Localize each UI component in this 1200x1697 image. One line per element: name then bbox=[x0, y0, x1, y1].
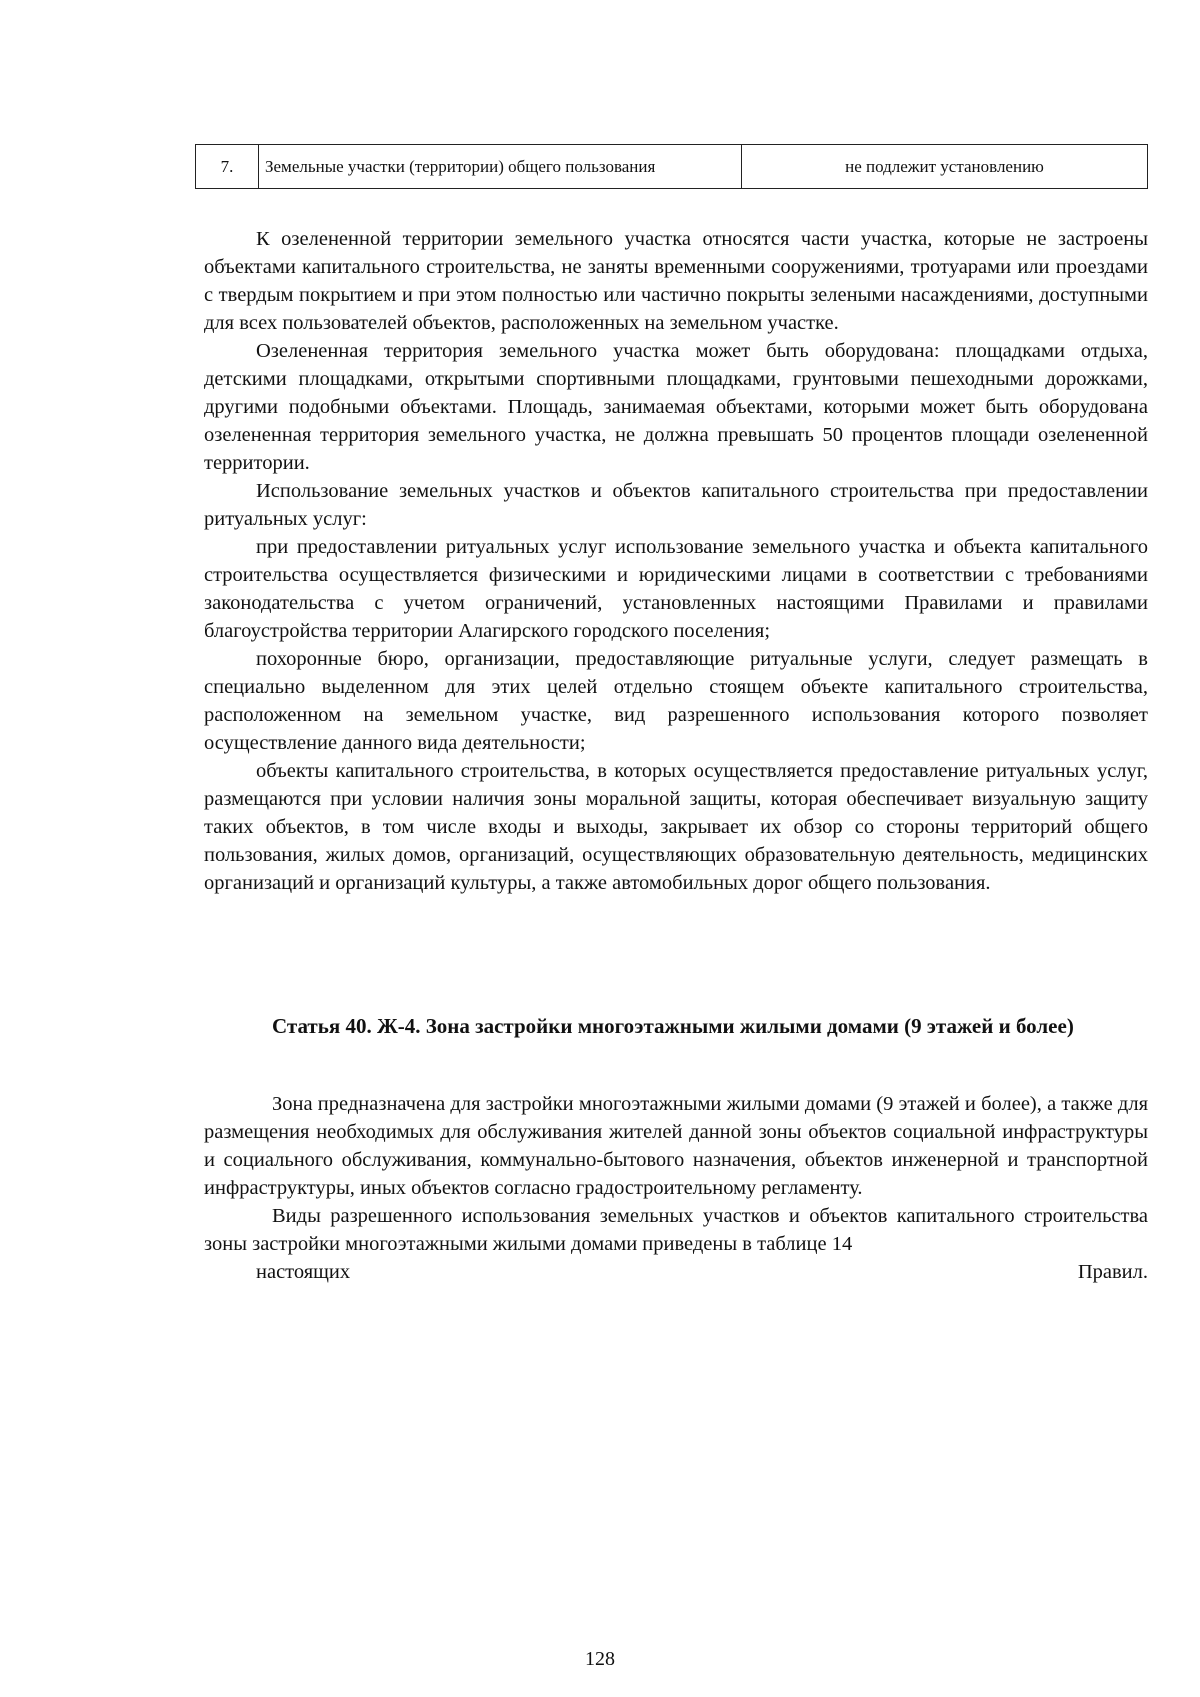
last-line-left: настоящих bbox=[256, 1261, 351, 1283]
paragraph: объекты капитального строительства, в которых осуществляется предоставление ритуальных услуг, размещаются при условии наличия зоны моральной защиты, которая обеспечивает визуальную защиту таких объектов, в том числе входы и выходы, закрывает их обзор со стороны территорий общего пользования, жилых домов, организаций, осуществляющих образовательную деятельность, медицинских организаций и организаций культуры, а также автомобильных дорог общего пользования. bbox=[204, 760, 1148, 894]
paragraph: при предоставлении ритуальных услуг использование земельного участка и объекта капитального строительства осуществляется физическими и юридическими лицами в соответствии с требованиями законодательства с учетом ограничений, установленных настоящими Правилами и правилами благоустройства территории Алагирского городского поселения; bbox=[204, 536, 1148, 642]
row-name-cell: Земельные участки (территории) общего пользования bbox=[259, 145, 742, 189]
paragraph-last-line bbox=[204, 1258, 1148, 1286]
last-line-right: Правил. bbox=[1077, 1261, 1148, 1283]
paragraph: К озелененной территории земельного участка относятся части участка, которые не застроены объектами капитального строительства, не заняты временными сооружениями, тротуарами или проездами с твердым покрытием и при этом полностью или частично покрыты зелеными насаждениями, доступными для всех пользователей объектов, расположенных на земельном участке. bbox=[204, 228, 1148, 334]
regulations-table bbox=[195, 144, 1148, 189]
row-number-cell: 7. bbox=[196, 145, 259, 189]
page-number: 128 bbox=[585, 1648, 615, 1670]
paragraph: Виды разрешенного использования земельных участков и объектов капитального строительства зоны застройки многоэтажными жилыми домами приведены в таблице 14 bbox=[204, 1205, 1148, 1255]
row-value-cell: не подлежит установлению bbox=[742, 145, 1148, 189]
paragraph: Озелененная территория земельного участка может быть оборудована: площадками отдыха, детскими площадками, открытыми спортивными площадками, грунтовыми пешеходными дорожками, другими подобными объектами. Площадь, занимаемая объектами, которыми может быть оборудована озелененная территория земельного участка, не должна превышать 50 процентов площади озелененной территории. bbox=[204, 340, 1148, 474]
paragraph: Зона предназначена для застройки многоэтажными жилыми домами (9 этажей и более), а также для размещения необходимых для обслуживания жителей данной зоны объектов социальной инфраструктуры и социального обслуживания, коммунально-бытового назначения, объектов инженерной и транспортной инфраструктуры, иных объектов согласно градостроительному регламенту. bbox=[204, 1093, 1148, 1199]
body-section-2 bbox=[204, 1090, 1148, 1286]
table-row bbox=[196, 145, 1148, 189]
paragraph: похоронные бюро, организации, предоставляющие ритуальные услуги, следует размещать в специально выделенном для этих целей отдельно стоящем объекте капитального строительства, расположенном на земельном участке, вид разрешенного использования которого позволяет осуществление данного вида деятельности; bbox=[204, 648, 1148, 754]
paragraph: Использование земельных участков и объектов капитального строительства при предоставлении ритуальных услуг: bbox=[204, 480, 1148, 530]
body-section-1 bbox=[204, 225, 1148, 897]
article-heading: Статья 40. Ж-4. Зона застройки многоэтажными жилыми домами (9 этажей и более) bbox=[272, 1014, 1074, 1038]
